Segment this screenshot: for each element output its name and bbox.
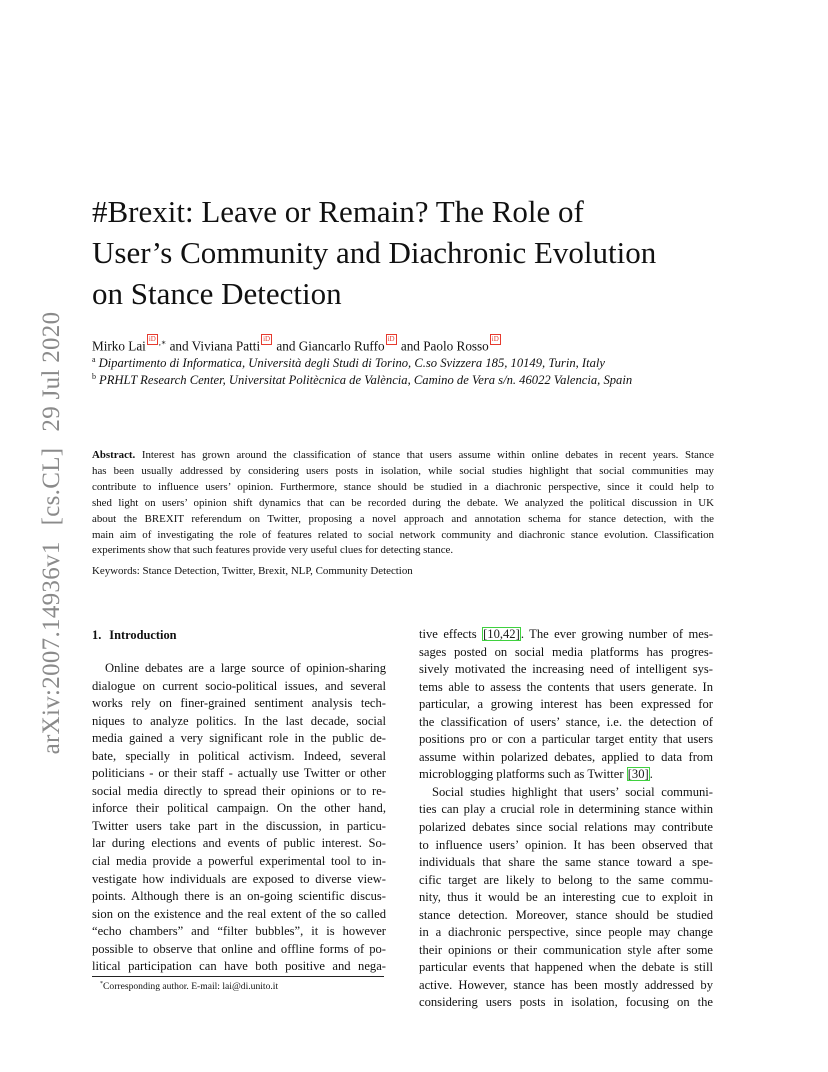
body-line: cific target are likely to belong to the same commu- [419, 872, 713, 887]
title-line: #Brexit: Leave or Remain? The Role of [92, 194, 584, 229]
body-line: nity, thus it would be an interesting cue to exploit in [419, 890, 713, 905]
affiliation-mark: a [92, 355, 96, 364]
body-line: works rely on finer-grained sentiment analysis tech- [92, 696, 386, 711]
author-list: Mirko Lai $^{iD ,∗}$ and Viviana Patti $^{iD}$ and Giancarlo Ruffo $^{iD}$ and Paolo Rosso $^{iD}$ [92, 335, 499, 354]
abstract-line: contribute to influence users’ opinion. Furthermore, stance should be studied in a diachronic perspective, since it could help to [92, 480, 714, 493]
arxiv-category: [cs.CL] [38, 447, 65, 526]
arxiv-id: arXiv:2007.14936v1 [38, 541, 65, 755]
body-line: in a diachronic perspective, since people may change [419, 925, 713, 940]
body-text: . The ever growing number of mes- [520, 627, 713, 641]
footnote-text: Corresponding author. E-mail: lai@di.unito.it [103, 981, 279, 993]
footnote [100, 981, 278, 992]
abstract-line: has been usually addressed by considering users posts in isolation, while social studies highlight that social communities may [92, 464, 714, 477]
arxiv-date: 29 Jul 2020 [38, 311, 65, 432]
body-line: “echo chambers” and “filter bubbles”, it is however [92, 924, 386, 939]
affiliation-mark: b [92, 372, 96, 381]
body-line: Online debates are a large source of opinion-sharing [105, 661, 386, 675]
body-line: positions pro or con a particular target entity that users [419, 732, 713, 747]
section-heading [92, 628, 177, 643]
body-line: possible to observe that online and offline forms of po- [92, 941, 386, 956]
body-line: their opinions or their communication style after some [419, 942, 713, 957]
body-line: sion on the existence and the real extent of the so called [92, 906, 386, 921]
affiliation [92, 355, 605, 371]
body-line: social media directly to spread their opinions or to re- [92, 783, 386, 798]
author-name: and Giancarlo Ruffo [276, 338, 385, 354]
abstract [92, 448, 714, 559]
body-line: Twitter users take part in the discussion, in particu- [92, 818, 386, 833]
orcid-icon[interactable]: iD [387, 335, 395, 343]
body-line [419, 766, 713, 784]
body-line: individuals that share the same stance toward a spe- [419, 855, 713, 870]
body-line: active. However, stance has been mostly addressed by [419, 977, 713, 992]
author-name: and Viviana Patti [169, 338, 261, 354]
body-line: dialogue on current socio-political issues, and several [92, 678, 386, 693]
body-text: tive effects [419, 627, 483, 641]
body-line: Social studies highlight that users’ social communi- [432, 784, 713, 799]
right-column [419, 626, 713, 1012]
body-text: . [649, 767, 653, 782]
citation-link[interactable]: [30] [627, 767, 649, 782]
body-line: politicians - or their staff - actually use Twitter or other [92, 766, 386, 781]
body-line: niques to analyze politics. In the last decade, social [92, 713, 386, 728]
body-line: inforce their political campaign. On the other hand, [92, 801, 386, 816]
body-line [419, 626, 713, 644]
body-line: lar during elections and events of public interest. So- [92, 836, 386, 851]
body-line: bate, specially in political activism. Indeed, several [92, 748, 386, 763]
abstract-line: about the BREXIT referendum on Twitter, proposing a novel approach and annotation schema for stance detection, with the [92, 512, 714, 525]
body-line: particular, a growing interest has been expressed for [419, 697, 713, 712]
title-line: on Stance Detection [92, 276, 342, 311]
affiliation-text: PRHLT Research Center, Universitat Politècnica de València, Camino de Vera s/n. 46022 Valencia, Spain [99, 373, 633, 388]
body-line: sages posted on social media platforms has progres- [419, 644, 713, 659]
title-line: User’s Community and Diachronic Evolution [92, 235, 657, 270]
left-column [92, 660, 386, 976]
body-line: particular events that happened when the debate is still [419, 960, 713, 975]
keywords: Keywords: Stance Detection, Twitter, Brexit, NLP, Community Detection [92, 565, 413, 577]
footnote-mark: * [100, 981, 103, 987]
body-line: media gained a very significant role in the public de- [92, 731, 386, 746]
orcid-icon[interactable]: iD [491, 335, 499, 343]
body-line: to influence users’ opinion. It has been observed that [419, 837, 713, 852]
paper-title [92, 191, 732, 314]
body-line: polarized debates since social relations may contribute [419, 820, 713, 835]
body-line: ties can play a crucial role in determining stance within [419, 802, 713, 817]
body-line: vestigate how individuals are exposed to diverse view- [92, 871, 386, 886]
body-line: the classification of users’ stance, i.e. the detection of [419, 714, 713, 729]
citation-link[interactable]: [10,42] [483, 627, 520, 641]
abstract-label: Abstract. [92, 449, 136, 461]
abstract-line: experiments show that such features provide very useful clues for detecting stance. [92, 544, 454, 557]
abstract-line: main aim of investigating the role of features related to social network community and diachronic stance evolution. Classification [92, 528, 714, 541]
body-line: considering users posts in isolation, focusing on the [419, 995, 713, 1010]
abstract-line: Interest has grown around the classification of stance that users assume within online debates in recent years. Stance [141, 449, 714, 461]
author-name: and Paolo Rosso [400, 338, 489, 354]
orcid-icon[interactable]: iD [263, 335, 271, 343]
body-line: tems able to assess the contents that users generate. In [419, 679, 713, 694]
footnote-rule [92, 976, 384, 977]
affiliation [92, 372, 632, 388]
body-text: microblogging platforms such as Twitter [419, 767, 627, 782]
author-name: Mirko Lai [92, 338, 146, 354]
arxiv-side-identifier [38, 296, 66, 755]
section-title: Introduction [109, 628, 177, 642]
body-line: sively motivated the increasing need of intelligent sys- [419, 662, 713, 677]
body-line: assume within polarized debates, applied to data from [419, 749, 713, 764]
orcid-icon[interactable]: iD [148, 335, 156, 343]
body-line: cial media provide a powerful experimental tool to in- [92, 854, 386, 869]
body-line: points. Although there is an on-going scientific discus- [92, 889, 386, 904]
affiliation-text: Dipartimento di Informatica, Università degli Studi di Torino, C.so Svizzera 185, 10149, Turin, Italy [98, 356, 606, 371]
abstract-line: shed light on users’ opinion shift dynamics that can be recorded during the debate. We analyzed the political discussion in UK [92, 496, 714, 509]
body-line: litical participation can have both positive and nega- [92, 959, 386, 974]
section-number: 1. [92, 628, 102, 642]
body-line: stance detection. Moreover, stance should be studied [419, 907, 713, 922]
